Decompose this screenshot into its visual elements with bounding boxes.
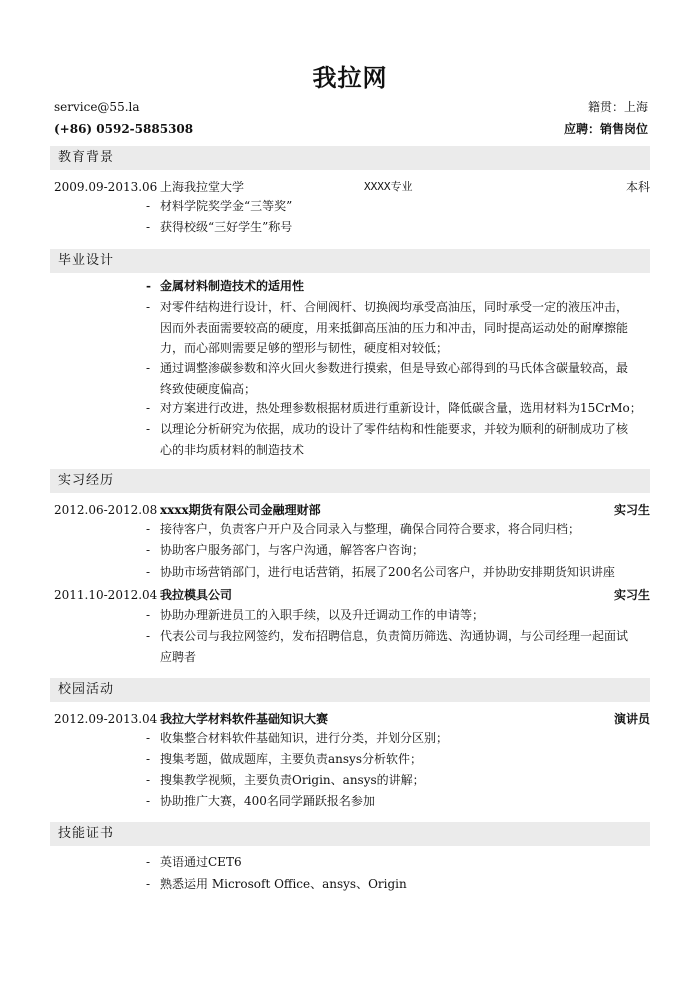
job-role: 实习生 bbox=[613, 503, 650, 517]
job-date: 2012.06-2012.08 bbox=[54, 503, 158, 517]
list-item: - 协助推广大赛，400名同学踊跃报名参加 bbox=[146, 794, 375, 808]
job-row bbox=[54, 585, 650, 605]
section-thesis-header: 毕业设计 bbox=[50, 249, 650, 273]
hometown-text: 籍贯：上海 bbox=[587, 100, 648, 114]
company-name: xxxx期货有限公司金融理财部 bbox=[160, 503, 321, 517]
list-item: - 对零件结构进行设计，杆、合闸阀杆、切换阀均承受高油压，同时承受一定的液压冲击， 因而外表面需要较高的硬度，用来抵御高压油的压力和冲击，同时提高运动处的耐摩擦能 力，而心部则需要足够的塑形与韧性，硬度相对较低； bbox=[146, 300, 629, 355]
resume-name: 我拉网 bbox=[312, 63, 388, 92]
contact-info bbox=[54, 96, 193, 140]
list-item: - 英语通过CET6 bbox=[146, 855, 242, 869]
education-row bbox=[54, 177, 650, 197]
personal-info bbox=[564, 96, 648, 140]
section-internship-header: 实习经历 bbox=[50, 469, 650, 493]
company-name: 我拉模具公司 bbox=[160, 588, 233, 602]
degree-text: 本科 bbox=[625, 180, 650, 194]
list-item: - 通过调整渗碳参数和淬火回火参数进行摸索，但是导致心部得到的马氏体含碳量较高，最 终致使硬度偏高； bbox=[146, 361, 629, 396]
thesis-topic: - 金属材料制造技术的适用性 bbox=[146, 279, 305, 293]
list-item: - 协助市场营销部门，进行电话营销，拓展了200名公司客户，并协助安排期货知识讲座 bbox=[146, 565, 615, 579]
list-item: - 搜集考题，做成题库，主要负责ansys分析软件； bbox=[146, 752, 422, 766]
list-item: - 材料学院奖学金“三等奖” bbox=[146, 199, 293, 213]
list-item: - 协助办理新进员工的入职手续，以及升迁调动工作的申请等； bbox=[146, 608, 485, 622]
list-item: - 获得校级“三好学生”称号 bbox=[146, 220, 293, 234]
job-role: 实习生 bbox=[613, 588, 650, 602]
list-item: - 收集整合材料软件基础知识，进行分类，并划分区别； bbox=[146, 731, 449, 745]
list-item: - 协助客户服务部门，与客户沟通，解答客户咨询； bbox=[146, 543, 425, 557]
event-role: 演讲员 bbox=[613, 712, 650, 726]
school-name: 上海我拉堂大学 bbox=[160, 180, 245, 194]
campus-date: 2012.09-2013.04 bbox=[54, 712, 158, 726]
list-item: - 搜集教学视频，主要负责Origin、ansys的讲解； bbox=[146, 773, 425, 787]
position-text: 应聘：销售岗位 bbox=[563, 122, 648, 136]
education-date: 2009.09-2013.06 bbox=[54, 180, 158, 194]
list-item: - 代表公司与我拉网签约，发布招聘信息，负责简历筛选、沟通协调，与公司经理一起面试 应聘者 bbox=[146, 629, 629, 664]
list-item: - 接待客户，负责客户开户及合同录入与整理，确保合同符合要求，将合同归档； bbox=[146, 522, 581, 536]
list-item: - 以理论分析研究为依据，成功的设计了零件结构和性能要求，并较为顺利的研制成功了核 心的非均质材料的制造技术 bbox=[146, 422, 629, 457]
major-text: XXXX专业 bbox=[364, 180, 413, 193]
list-item: - 熟悉运用 Microsoft Office、ansys、Origin bbox=[146, 877, 407, 891]
job-row bbox=[54, 500, 650, 520]
campus-row bbox=[54, 709, 650, 729]
job-date: 2011.10-2012.04 bbox=[54, 588, 158, 602]
section-skills-header: 技能证书 bbox=[50, 822, 650, 846]
list-item: - 对方案进行改进，热处理参数根据材质进行重新设计，降低碳含量，选用材料为15CrMo； bbox=[146, 401, 642, 415]
section-education-header: 教育背景 bbox=[50, 146, 650, 170]
email-text: service@55.la bbox=[54, 100, 140, 114]
event-name: 我拉大学材料软件基础知识大赛 bbox=[160, 712, 329, 726]
phone-text: (+86) 0592-5885308 bbox=[54, 122, 194, 136]
section-campus-header: 校园活动 bbox=[50, 678, 650, 702]
